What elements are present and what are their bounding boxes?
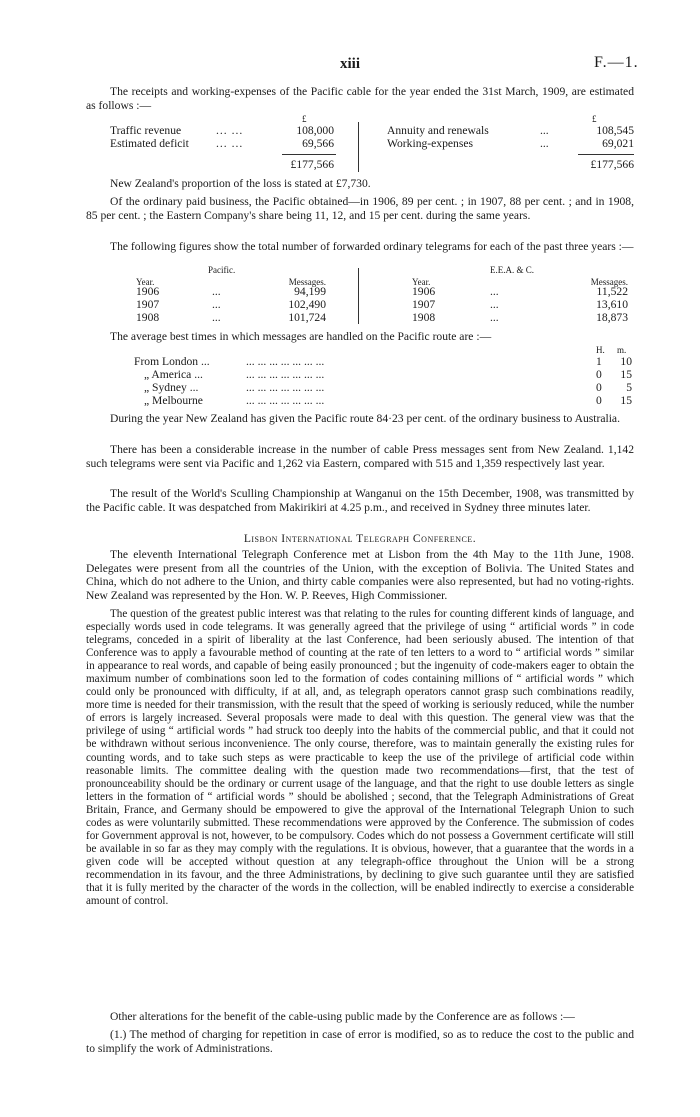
paragraph-conference: [86, 548, 634, 602]
account-label: Annuity and renewals: [387, 124, 489, 137]
leader-dots: ...: [540, 137, 549, 150]
route-label: „ Melbourne: [144, 394, 203, 407]
currency-symbol-left: £: [302, 114, 307, 124]
paragraph-question: [86, 608, 634, 908]
hours-cell: 0: [596, 394, 602, 407]
hours-cell: 1: [596, 355, 602, 368]
account-total: £177,566: [290, 158, 334, 171]
messages-cell: 101,724: [288, 311, 326, 324]
account-value: 108,000: [296, 124, 334, 137]
sum-rule: [282, 154, 336, 155]
other-text: Other alterations for the benefit of the cable-using public made by the Conference are as follows :—: [110, 1010, 575, 1023]
paragraph-business: [86, 195, 634, 222]
route-label: From London ...: [134, 355, 210, 368]
column-divider: [358, 268, 359, 324]
paragraph-during: [86, 412, 634, 426]
intro-text: The receipts and working-expenses of the Pacific cable for the year ended the 31st March, 1909, are estimated as follows :—: [86, 85, 634, 112]
messages-cell: 94,199: [294, 285, 326, 298]
year-header: Year.: [136, 277, 155, 287]
minutes-cell: 15: [620, 368, 632, 381]
sculling-text: The result of the World's Sculling Championship at Wanganui on the 15th December, 1908, was transmitted by the Pacific cable. It was despatched from Makirikiri at 4.25 p.m., and received in Sydney three minutes later.: [86, 487, 634, 514]
column-divider: [358, 122, 359, 172]
minutes-header: m.: [617, 345, 627, 355]
year-cell: 1908: [412, 311, 436, 324]
messages-header: Messages.: [590, 277, 628, 287]
hours-header: H.: [596, 345, 605, 355]
times-text: The average best times in which messages are handled on the Pacific route are :—: [110, 330, 492, 343]
conference-text: The eleventh International Telegraph Conference met at Lisbon from the 4th May to the 11th June, 1908. Delegates were present from all the countries of the Union, with the exception of Bolivia. The United States and China, which do not adhere to the Union, and thirty cable companies were also represented, but had no voting-rights. New Zealand was represented by the Hon. W. P. Reeves, High Commissioner.: [86, 548, 634, 602]
leader-dots: ...: [490, 298, 499, 311]
document-reference: F.—1.: [594, 54, 639, 71]
leader-dots: ...: [540, 124, 549, 137]
paragraph-item-1: [86, 1028, 634, 1055]
messages-header: Messages.: [288, 277, 326, 287]
leader-dots: ...: [490, 311, 499, 324]
paragraph-sculling: [86, 487, 634, 514]
route-label: „ America ...: [144, 368, 203, 381]
leader-dots: ... ... ... ... ... ... ...: [246, 381, 325, 394]
year-cell: 1907: [412, 298, 436, 311]
section-heading: Lisbon International Telegraph Conference.: [243, 532, 477, 545]
pacific-heading: Pacific.: [208, 265, 236, 275]
paragraph-loss: [86, 177, 634, 191]
year-cell: 1906: [412, 285, 436, 298]
leader-dots: ... ...: [216, 124, 244, 137]
messages-cell: 18,873: [596, 311, 628, 324]
press-text: There has been a considerable increase in the number of cable Press messages sent from New Zealand. 1,142 such telegrams were sent via Pacific and 1,262 via Eastern, compared with 515 and 1,359 respectively last year.: [86, 443, 634, 470]
paragraph-other: [86, 1010, 634, 1024]
leader-dots: ... ... ... ... ... ... ...: [246, 355, 325, 368]
hours-cell: 0: [596, 368, 602, 381]
account-value: 69,021: [602, 137, 634, 150]
year-cell: 1906: [136, 285, 160, 298]
during-text: During the year New Zealand has given the Pacific route 84·23 per cent. of the ordinary business to Australia.: [110, 412, 620, 425]
year-cell: 1907: [136, 298, 160, 311]
account-total: £177,566: [590, 158, 634, 171]
minutes-cell: 10: [620, 355, 632, 368]
leader-dots: ...: [212, 311, 221, 324]
loss-text: New Zealand's proportion of the loss is stated at £7,730.: [110, 177, 371, 190]
messages-cell: 11,522: [596, 285, 628, 298]
leader-dots: ...: [490, 285, 499, 298]
sum-rule: [578, 154, 634, 155]
leader-dots: ...: [212, 285, 221, 298]
year-header: Year.: [412, 277, 431, 287]
intro-paragraph: [86, 85, 634, 112]
minutes-cell: 5: [626, 381, 632, 394]
paragraph-press: [86, 443, 634, 470]
messages-cell: 13,610: [596, 298, 628, 311]
paragraph-times: [86, 330, 634, 344]
figures-text: The following figures show the total number of forwarded ordinary telegrams for each of the past three years :—: [110, 240, 634, 253]
account-value: 108,545: [596, 124, 634, 137]
leader-dots: ... ... ... ... ... ... ...: [246, 394, 325, 407]
hours-cell: 0: [596, 381, 602, 394]
account-label: Traffic revenue: [110, 124, 182, 137]
question-text: The question of the greatest public interest was that relating to the rules for counting different kinds of language, and especially words used in code telegrams. It was generally agreed that the privilege of using “ artificial words ” in code telegrams, conceded in a spirit of liberality at the last Conference, had been seriously abused. The intention of that Conference was to apply a favourable method of counting at the rate of ten letters to a word to “ artificial words ” similar in appearance to real words, and capable of being easily pronounced ; but the ingenuity of code-makers eager to obtain the maximum number of combinations soon led to the formation of codes containing millions of “ artificial words ” which could only be pronounced with difficulty, if at all, and, as telegraph operators cannot grasp such combinations readily, more time is needed for their transmission, with the result that the speed of working is seriously reduced, while the number of errors is largely increased. Several proposals were made to deal with this question. The general view was that the privilege of using “ artificial words ” had struck too deeply into the habits of the commercial public, and that it could not be withdrawn without serious inconvenience. The only course, therefore, was to maintain generally the existing rules for counting words, and to take such steps as were practicable to keep the use of the privilege of artificial code within reasonable limits. The committee dealing with the question made two recommendations—first, that the test of pronounceability should be the ordinary or current usage of the language, and that the right to use double letters as single letters in the formation of “ artificial words ” should be abolished ; second, that the Telegraph Administrations of Great Britain, France, and Germany should be empowered to give the approval of the International Telegraph Union to such codes as were voluntarily submitted. These recommendations were approved by the Conference. The submission of codes for Government approval is not, however, to be compulsory. Codes which do not possess a Government certificate will still be available in so far as they may comply with the regulations. It is obvious, however, that a guarantee that the words in a given code will be accepted without question at any telegraph-office throughout the Union will be a strong recommendation in its favour, and the three Administrations, by declining to give such guarantee until they are satisfied that it is fully merited by the character of the words in the collection, will be enabled indirectly to exercise a considerable amount of control.: [86, 608, 634, 908]
leader-dots: ... ... ... ... ... ... ...: [246, 368, 325, 381]
messages-cell: 102,490: [288, 298, 326, 311]
item-1-text: (1.) The method of charging for repetition in case of error is modified, so as to reduce the cost to the public and to simplify the work of Administrations.: [86, 1028, 634, 1055]
year-cell: 1908: [136, 311, 160, 324]
minutes-cell: 15: [620, 394, 632, 407]
account-label: Working-expenses: [387, 137, 473, 150]
paragraph-figures: [86, 240, 634, 254]
eea-heading: E.E.A. & C.: [490, 265, 534, 275]
route-label: „ Sydney ...: [144, 381, 199, 394]
leader-dots: ...: [212, 298, 221, 311]
currency-symbol-right: £: [592, 114, 597, 124]
leader-dots: ... ...: [216, 137, 244, 150]
business-text: Of the ordinary paid business, the Pacific obtained—in 1906, 89 per cent. ; in 1907, 88 per cent. ; and in 1908, 85 per cent. ; the Eastern Company's share being 11, 12, and 15 per cent. during the same years.: [86, 195, 634, 222]
account-value: 69,566: [302, 137, 334, 150]
page-number: xiii: [339, 56, 360, 72]
account-label: Estimated deficit: [110, 137, 189, 150]
